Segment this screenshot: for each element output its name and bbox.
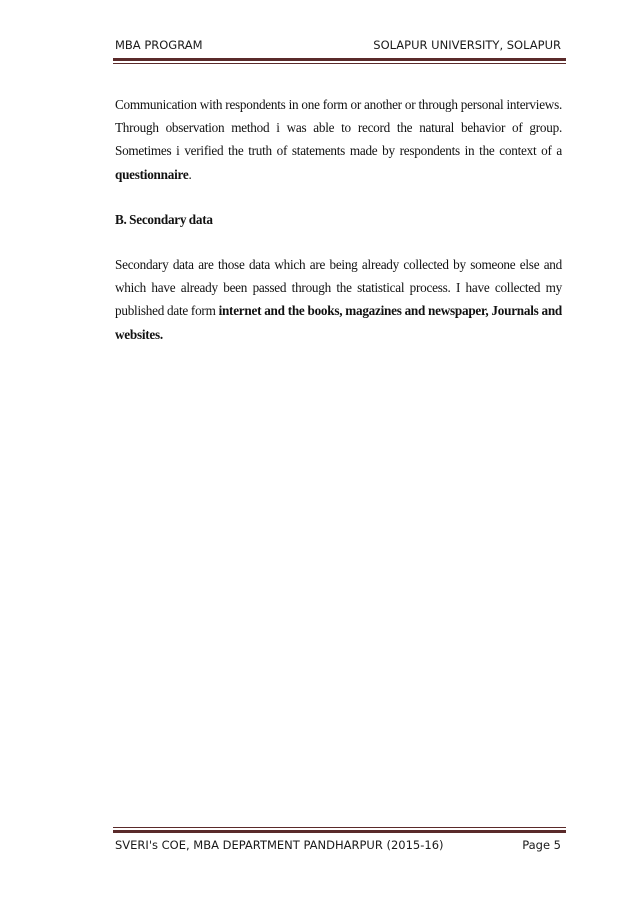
header-program-title: MBA PROGRAM — [115, 38, 203, 52]
paragraph-secondary-data — [115, 253, 562, 346]
questionnaire-emphasis: questionnaire — [115, 166, 189, 182]
footer-rule-thin — [113, 827, 566, 828]
footer-rule-thick — [113, 830, 566, 833]
paragraph-primary-data — [115, 93, 562, 186]
page-header — [115, 38, 561, 58]
header-university-name: SOLAPUR UNIVERSITY, SOLAPUR — [373, 38, 561, 52]
header-rule-thin — [113, 63, 566, 64]
sources-emphasis: internet and the books, magazines and newspaper, Journals and websites — [115, 303, 562, 342]
page-content — [115, 93, 562, 346]
page-footer — [115, 838, 561, 858]
section-heading-secondary-data: B. Secondary data — [115, 211, 213, 227]
paragraph-secondary-end: . — [159, 326, 163, 342]
paragraph-primary-text: Communication with respondents in one form or another or through personal interviews. Through observation method i was able to record the natural behavior of group. Sometimes i verified the truth of statements made by respondents in the context of a — [115, 97, 562, 159]
paragraph-primary-end: . — [188, 166, 192, 182]
header-rule-thick — [113, 58, 566, 61]
page-number: Page 5 — [522, 838, 561, 852]
paragraph-secondary-text: Secondary data are those data which are being already collected by someone else and which have already been passed through the statistical process. I have collected my published date form — [115, 257, 562, 319]
footer-department: SVERI's COE, MBA DEPARTMENT PANDHARPUR (2015-16) — [115, 838, 444, 852]
